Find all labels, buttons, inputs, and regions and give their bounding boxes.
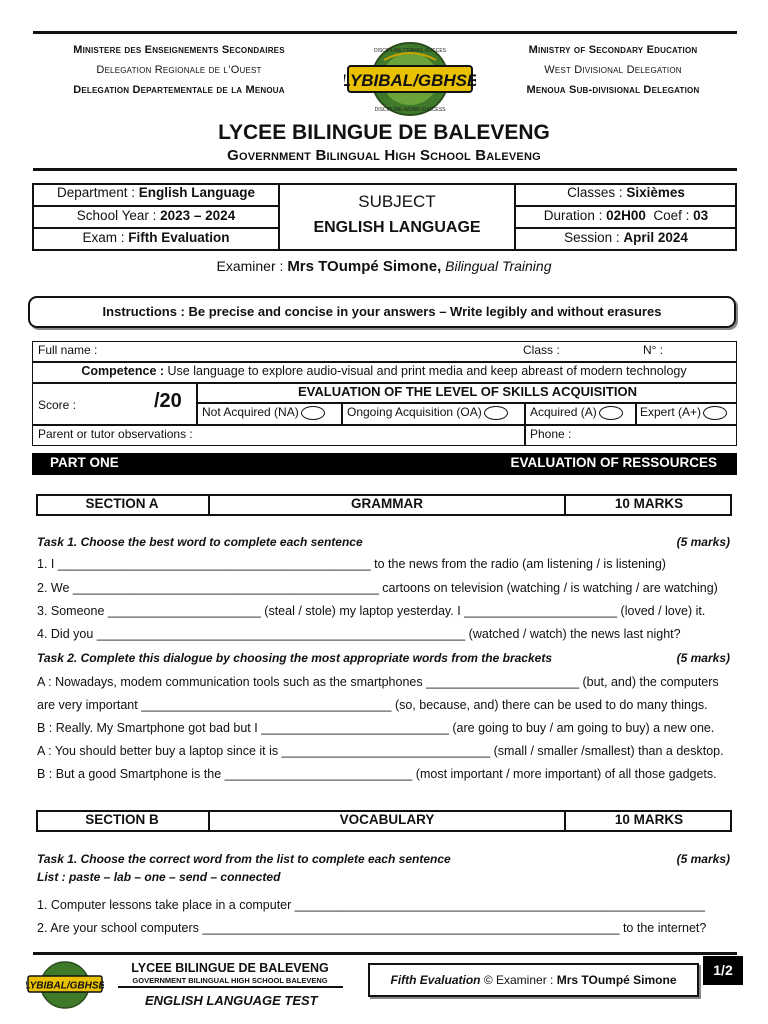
top-rule [33,31,737,34]
number-label: N° : [643,343,664,357]
examiner-line: Examiner : Mrs TOumpé Simone, Bilingual Training [216,258,552,275]
examiner-name: Mrs TOumpé Simone, [287,258,442,275]
subject-label: SUBJECT [358,192,436,211]
session-cell: Session : April 2024 [564,230,688,245]
section-a-name: SECTION A [85,496,159,511]
section-b-name: SECTION B [85,812,159,827]
footer-rule [33,952,737,955]
footer-logo-text: LYBIBAL/GBHSB [26,980,104,992]
level-na: Not Acquired (NA) [202,405,325,420]
section-a-task2-marks: (5 marks) [676,651,730,665]
school-name-fr: LYCEE BILINGUE DE BALEVENG [218,121,550,144]
dialogue-line-3: B : Really. My Smartphone got bad but I ___________________________ (are going to buy / am going to buy) a new one. [37,721,715,735]
ministry-en: Ministry of Secondary Education [528,44,698,56]
school-name-en: Government Bilingual High School Baleveng [227,147,541,164]
instructions-box: Instructions : Be precise and concise in your answers – Write legibly and without erasures [28,296,736,328]
level-na-oval[interactable] [301,406,325,420]
part-one-title: EVALUATION OF RESSOURCES [510,455,717,470]
fullname-label: Full name : [38,343,98,357]
header-right [482,40,744,100]
logo-motto: DISCIPLINE-TRAVAIL-SUCCES [373,48,447,54]
level-oa: Ongoing Acquisition (OA) [347,405,508,420]
section-b-topic: VOCABULARY [339,812,435,827]
footer-school-fr: LYCEE BILINGUE DE BALEVENG [131,961,329,975]
section-b-task1: Task 1. Choose the correct word from the list to complete each sentence [37,852,451,866]
header-left [22,40,336,100]
eval-title: EVALUATION OF THE LEVEL OF SKILLS ACQUISITION [298,384,637,399]
section-b-word-list: List : paste – lab – one – send – connected [37,870,281,884]
level-oa-oval[interactable] [484,406,508,420]
school-year-value: 2023 – 2024 [160,208,236,223]
dialogue-line-1: A : Nowadays, modem communication tools such as the smartphones ______________________ (but, and) the computers [37,675,719,689]
footer-eval-box: Fifth Evaluation © Examiner : Mrs TOumpé Simone [368,963,699,997]
competence-line: Competence : Use language to explore audio-visual and print media and keep abreast of modern technology [81,364,687,378]
footer-examiner: Mrs TOumpé Simone [556,973,677,987]
vocab-q2: 2. Are your school computers ____________________________________________________________ to the internet? [37,921,707,935]
section-b-task1-marks: (5 marks) [676,852,730,866]
footer-school-en: GOVERNMENT BILINGUAL HIGH SCHOOL BALEVENG [132,976,328,985]
section-b-marks: 10 MARKS [614,812,684,827]
dialogue-line-2: are very important ____________________________________ (so, because, and) there can be used to do many things. [37,698,708,712]
examiner-role: Bilingual Training [445,258,552,274]
section-a-marks: 10 MARKS [614,496,684,511]
vocab-q1: 1. Computer lessons take place in a computer ___________________________________________________________ [37,898,705,912]
classes-cell: Classes : Sixièmes [567,185,685,200]
level-a: Acquired (A) [530,405,623,420]
classes-value: Sixièmes [626,185,685,200]
region-en: West Divisional Delegation [544,64,682,76]
section-a-task1-marks: (5 marks) [676,535,730,549]
level-a-oval[interactable] [599,406,623,420]
level-expert: Expert (A+) [640,405,727,420]
logo-motto-en: DISCIPLINE-WORK-SUCCESS [374,107,446,113]
part-one-bar [32,453,737,475]
score-total: /20 [154,390,182,412]
parent-label: Parent or tutor observations : [38,427,193,441]
class-label: Class : [523,343,560,357]
department-cell: Department : English Language [56,185,256,200]
section-a-task2: Task 2. Complete this dialogue by choosing the most appropriate words from the brackets [37,651,552,665]
duration-cell: Duration : 02H00 Coef : 03 [543,208,709,223]
school-year-cell: School Year : 2023 – 2024 [76,208,236,223]
section-a-topic: GRAMMAR [351,496,423,511]
dialogue-line-4: A : You should better buy a laptop since it is ______________________________ (small / smaller /smallest) than a desktop. [37,744,724,758]
ministry-fr: Ministere des Enseignements Secondaires [73,44,285,56]
school-logo [344,40,476,118]
division-fr: Delegation Departementale de la Menoua [73,84,285,96]
session-value: April 2024 [623,230,688,245]
grammar-q4: 4. Did you _____________________________________________________ (watched / watch) the news last night? [37,627,681,641]
logo-text: LYBIBAL/GBHSB [344,71,476,90]
grammar-q1: 1. I _____________________________________________ to the news from the radio (am listening / is listening) [37,557,666,571]
part-one-label: PART ONE [50,455,119,470]
exam-cell: Exam : Fifth Evaluation [82,230,230,245]
department-value: English Language [138,185,256,200]
subject-value: ENGLISH LANGUAGE [313,219,481,236]
region-fr: Delegation Regionale de l’Ouest [96,64,262,76]
footer-eval: Fifth Evaluation [390,973,481,987]
footer-logo [26,960,104,1010]
school-rule [33,168,737,171]
score-label: Score : [38,398,77,412]
grammar-q2: 2. We ____________________________________________ cartoons on television (watching / is watching / are watching) [37,581,718,595]
grammar-q3: 3. Someone ______________________ (steal / stole) my laptop yesterday. I ______________________ (loved / love) it. [37,604,706,618]
level-expert-oval[interactable] [703,406,727,420]
footer-test-title: ENGLISH LANGUAGE TEST [145,993,318,1008]
dialogue-line-5: B : But a good Smartphone is the ___________________________ (most important / more important) of all those gadgets. [37,767,717,781]
exam-value: Fifth Evaluation [128,230,230,245]
section-a-task1: Task 1. Choose the best word to complete each sentence [37,535,363,549]
phone-label: Phone : [530,427,572,441]
division-en: Menoua Sub-divisional Delegation [526,84,700,96]
page-number: 1/2 [703,956,743,985]
